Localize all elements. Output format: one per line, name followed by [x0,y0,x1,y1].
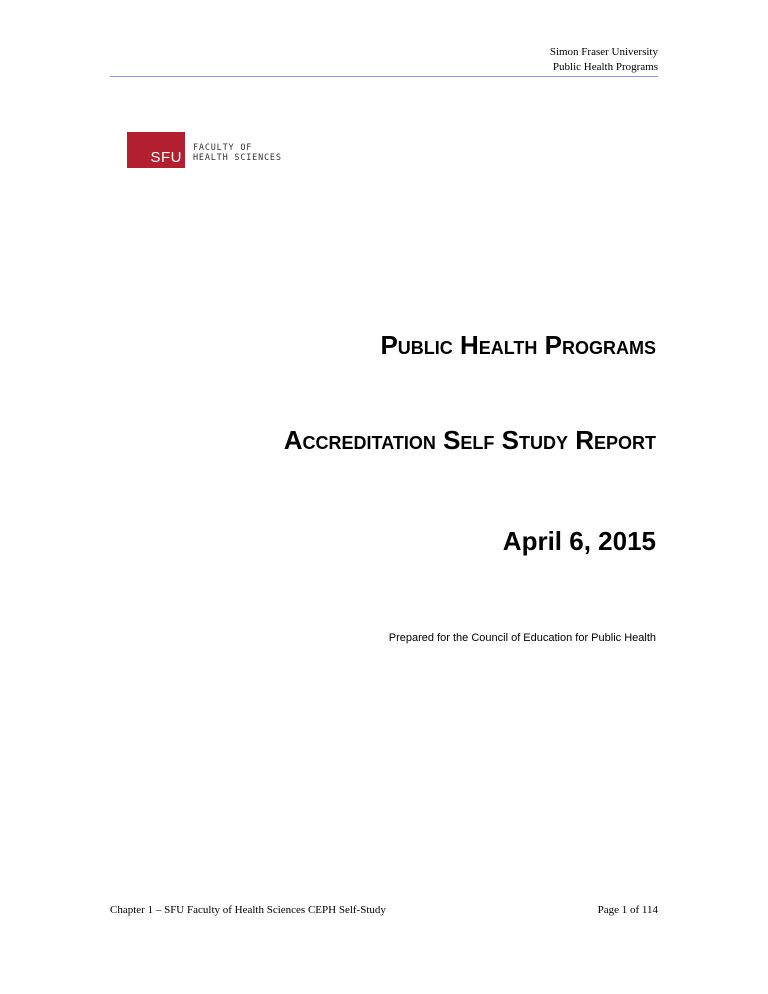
footer-chapter: Chapter 1 – SFU Faculty of Health Sciences CEPH Self-Study [110,904,386,916]
sfu-logo-mark [127,132,185,168]
page-header [550,45,658,75]
header-program: Public Health Programs [552,61,658,73]
sfu-logo [127,132,282,168]
document-title-line-1: Public Health Programs [380,330,656,360]
footer-page-number: Page 1 of 114 [597,904,658,916]
header-university: Simon Fraser University [549,46,658,58]
header-rule [110,76,658,77]
sfu-logo-mark-text: SFU [150,149,182,166]
sfu-logo-wordmark [193,137,282,163]
document-date: April 6, 2015 [502,526,656,556]
logo-line-1: FACULTY OF [193,143,253,153]
prepared-for: Prepared for the Council of Education for Public Health [388,632,656,644]
document-title-line-2: Accreditation Self Study Report [283,425,656,455]
logo-line-2: HEALTH SCIENCES [193,153,282,163]
